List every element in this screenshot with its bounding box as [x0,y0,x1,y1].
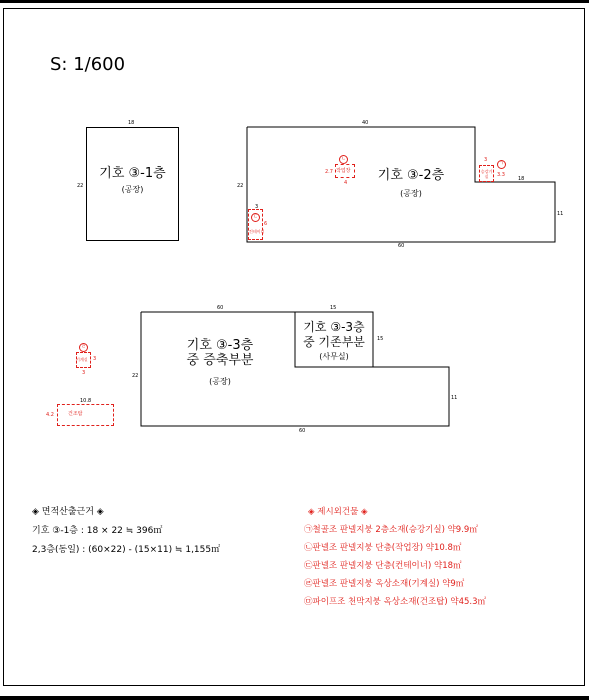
item-a-label: 승강기실 [480,169,493,179]
item-c-label: 컨테이너 [249,229,265,234]
b1-subtitle: (공장) [121,185,144,194]
item-b-mark: ㄴ [339,155,348,164]
b3-main-title-1: 기호 ③-3층 [186,338,254,353]
item-a-w: 3 [484,157,488,163]
extras-item-5: ㉤파이프조 천막지붕 옥상소재(건조탑) 약45.3㎡ [304,597,487,607]
b2-dim-top: 40 [362,120,369,126]
item-b-label: 작업장 [336,168,351,174]
b3-dim-left: 22 [132,373,139,379]
item-e-box [57,404,114,426]
item-b-w: 4 [344,180,348,186]
item-a-mark: ㄱ [497,160,506,169]
b3-dim-top-right: 15 [330,305,337,311]
b1-dim-top: 18 [128,120,135,126]
b3-dim-bottom: 60 [299,428,306,434]
calc-heading: ◈ 면적산출근거 ◈ [32,507,104,517]
item-e-label: 건조탑 [68,411,83,417]
item-c-w: 3 [255,204,259,210]
extras-item-1: ㉠철골조 판넬지붕 2층소재(승강기실) 약9.9㎡ [304,525,478,535]
item-d-h: 3 [82,370,86,376]
b2-title: 기호 ③-2층 [377,168,445,183]
b2-dim-right: 11 [557,211,564,217]
item-d-label: 기계실 [76,357,88,362]
b1-dim-left: 22 [77,183,84,189]
extras-heading: ◈ 제시외건물 ◈ [308,507,368,517]
extras-item-3: ㉢판넬조 판넬지붕 단층(컨테이너) 약18㎡ [304,561,462,571]
calc-line-1: 기호 ③-1층 : 18 × 22 ≒ 396㎡ [32,526,163,536]
b2-dim-left: 22 [237,183,244,189]
b3-dim-right: 11 [451,395,458,401]
item-e-h: 4.2 [46,412,54,418]
b2-dim-step: 18 [518,176,525,182]
b3-dim-exist-right: 15 [377,336,384,342]
calc-line-2: 2,3층(동일) : (60×22) - (15×11) ≒ 1,155㎡ [32,545,221,555]
extras-item-4: ㉣판넬조 판넬지붕 옥상소재(기계실) 약9㎡ [304,579,465,589]
item-a-h: 3.3 [497,172,505,178]
item-c-mark: ㄷ [251,213,260,222]
item-e-w: 10.8 [80,398,92,404]
item-b-h: 2.7 [325,169,333,175]
b3-exist-title-1: 기호 ③-3층 [303,320,365,334]
b3-exist-title-2: 중 기존부분 [303,335,365,349]
item-d-w: 3 [93,356,97,362]
b3-exist-subtitle: (사무실) [319,352,349,361]
extras-item-2: ㉡판넬조 판넬지붕 단층(작업장) 약10.8㎡ [304,543,462,553]
b3-dim-top-left: 60 [217,305,224,311]
item-d-mark: ㄹ [79,343,88,352]
scale-label: S: 1/600 [50,54,126,75]
b3-main-subtitle: (공장) [209,377,231,386]
b1-title: 기호 ③-1층 [99,166,166,181]
b2-dim-bottom: 60 [398,243,405,249]
item-c-h: 6 [264,221,268,227]
b2-subtitle: (공장) [400,189,422,198]
b3-main-title-2: 중 증축부분 [186,353,254,368]
